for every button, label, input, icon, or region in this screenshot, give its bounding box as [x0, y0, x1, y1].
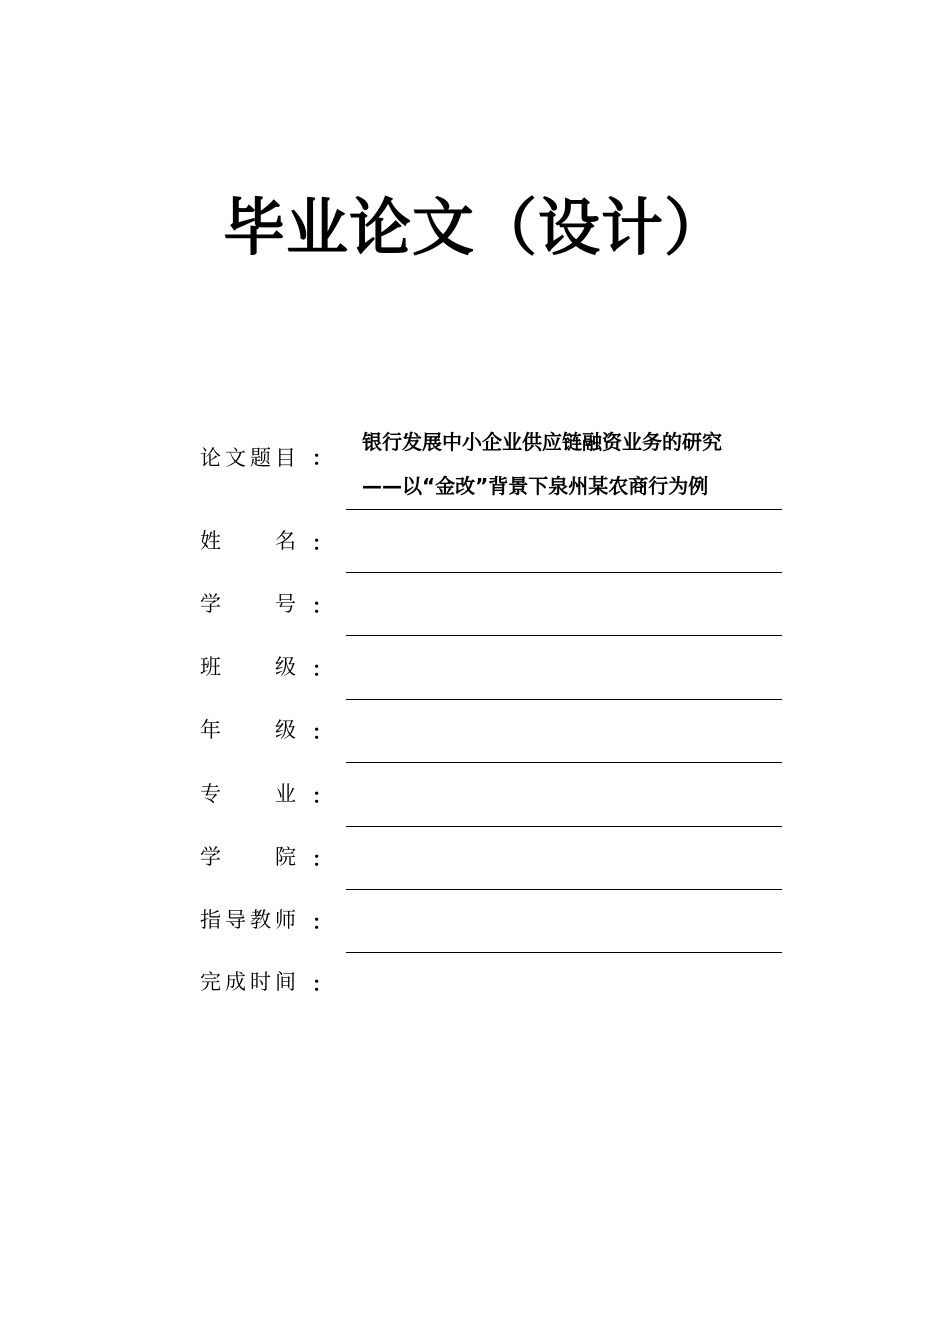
thesis-title	[362, 420, 782, 508]
field-label-grade: 年级	[200, 718, 296, 742]
field-label-name: 姓名	[200, 529, 296, 553]
field-label-student-id: 学号	[200, 592, 296, 616]
field-line-college[interactable]	[346, 889, 782, 890]
page-title: 毕业论文（设计）	[222, 191, 727, 264]
field-line-name[interactable]	[346, 572, 782, 573]
topic-value-line	[346, 509, 782, 510]
field-colon: ：	[312, 847, 332, 871]
field-label-class: 班级	[200, 655, 296, 679]
field-label-major: 专业	[200, 782, 296, 806]
field-colon: ：	[312, 910, 332, 934]
field-line-grade[interactable]	[346, 762, 782, 763]
field-colon: ：	[312, 972, 332, 996]
field-colon: ：	[312, 531, 332, 555]
field-label-advisor: 指导教师	[200, 908, 296, 932]
field-label-completion-date: 完成时间	[200, 970, 296, 994]
topic-colon: ：	[312, 446, 332, 470]
topic-label: 论文题目	[200, 446, 296, 470]
thesis-title-line-2: ——以“金改”背景下泉州某农商行为例	[362, 474, 709, 498]
field-line-student-id[interactable]	[346, 635, 782, 636]
field-colon: ：	[312, 594, 332, 618]
field-colon: ：	[312, 784, 332, 808]
field-colon: ：	[312, 657, 332, 681]
field-label-college: 学院	[200, 845, 296, 869]
field-line-class[interactable]	[346, 699, 782, 700]
thesis-title-line-1: 银行发展中小企业供应链融资业务的研究	[362, 430, 722, 454]
field-line-advisor[interactable]	[346, 952, 782, 953]
field-colon: ：	[312, 720, 332, 744]
field-line-major[interactable]	[346, 826, 782, 827]
